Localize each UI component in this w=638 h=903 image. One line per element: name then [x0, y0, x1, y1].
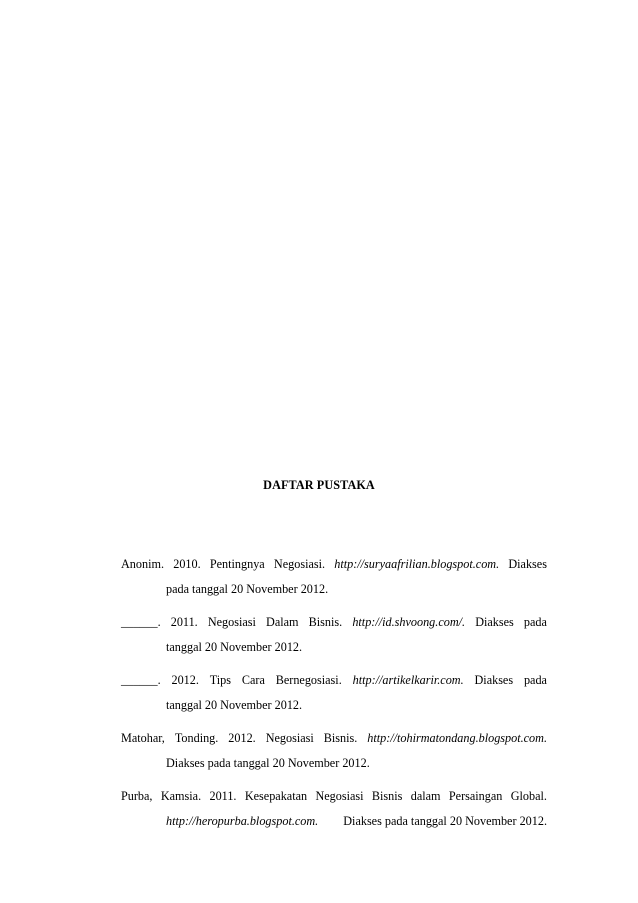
reference-word: 2012.	[228, 731, 256, 745]
reference-word: pada	[523, 673, 547, 687]
reference-continuation-line: pada tanggal 20 November 2012.	[166, 581, 329, 596]
reference-word: Persaingan	[448, 789, 503, 803]
reference-word: Negosiasi.	[273, 557, 326, 571]
reference-word: Cara	[241, 673, 265, 687]
reference-word: dalam	[410, 789, 441, 803]
reference-word: Negosiasi	[207, 615, 256, 629]
reference-continuation-line: Diakses pada tanggal 20 November 2012.	[166, 755, 370, 770]
reference-entry	[121, 784, 547, 833]
reference-word: Bisnis.	[323, 731, 358, 745]
reference-word: Negosiasi	[315, 789, 364, 803]
reference-word: Dalam	[266, 615, 299, 629]
reference-word: Matohar,	[121, 731, 165, 745]
reference-word: Purba,	[121, 789, 153, 803]
reference-word: Global.	[510, 789, 547, 803]
reference-list	[121, 552, 547, 842]
reference-first-line	[121, 784, 547, 809]
reference-url: http://id.shvoong.com/.	[352, 615, 466, 629]
reference-first-line	[121, 552, 547, 577]
reference-continuation-line: tanggal 20 November 2012.	[166, 639, 303, 654]
reference-word: Tips	[209, 673, 231, 687]
reference-word: Pentingnya	[209, 557, 265, 571]
reference-word: 2010.	[173, 557, 201, 571]
reference-word: Diakses	[508, 557, 547, 571]
reference-word: Diakses	[475, 615, 514, 629]
reference-word: pada	[523, 615, 547, 629]
reference-word: Anonim.	[121, 557, 164, 571]
reference-word: Kesepakatan	[244, 789, 308, 803]
reference-word: Diakses pada tanggal 20 November 2012.	[343, 813, 547, 828]
reference-word: Bisnis.	[308, 615, 343, 629]
reference-word: 2012.	[171, 673, 199, 687]
reference-word: Bisnis	[371, 789, 403, 803]
reference-entry	[121, 726, 547, 775]
reference-word: ______.	[121, 615, 161, 629]
reference-word: Kamsia.	[160, 789, 202, 803]
page-heading: DAFTAR PUSTAKA	[263, 478, 375, 492]
reference-entry	[121, 552, 547, 601]
reference-word: 2011.	[209, 789, 237, 803]
reference-word: Negosiasi	[265, 731, 314, 745]
reference-entry	[121, 610, 547, 659]
reference-url: http://heropurba.blogspot.com.	[166, 813, 319, 828]
reference-first-line	[121, 610, 547, 635]
reference-word: Diakses	[474, 673, 514, 687]
reference-word: Tonding.	[174, 731, 219, 745]
reference-first-line	[121, 668, 547, 693]
reference-entry	[121, 668, 547, 717]
reference-continuation-line: tanggal 20 November 2012.	[166, 697, 303, 712]
reference-word: 2011.	[170, 615, 198, 629]
reference-first-line	[121, 726, 547, 751]
reference-continuation-line	[121, 809, 547, 834]
reference-url: http://artikelkarir.com.	[352, 673, 464, 687]
reference-word: ______.	[121, 673, 161, 687]
reference-url: http://suryaafrilian.blogspot.com.	[334, 557, 500, 571]
reference-word: Bernegosiasi.	[275, 673, 342, 687]
reference-url: http://tohirmatondang.blogspot.com.	[367, 731, 547, 745]
